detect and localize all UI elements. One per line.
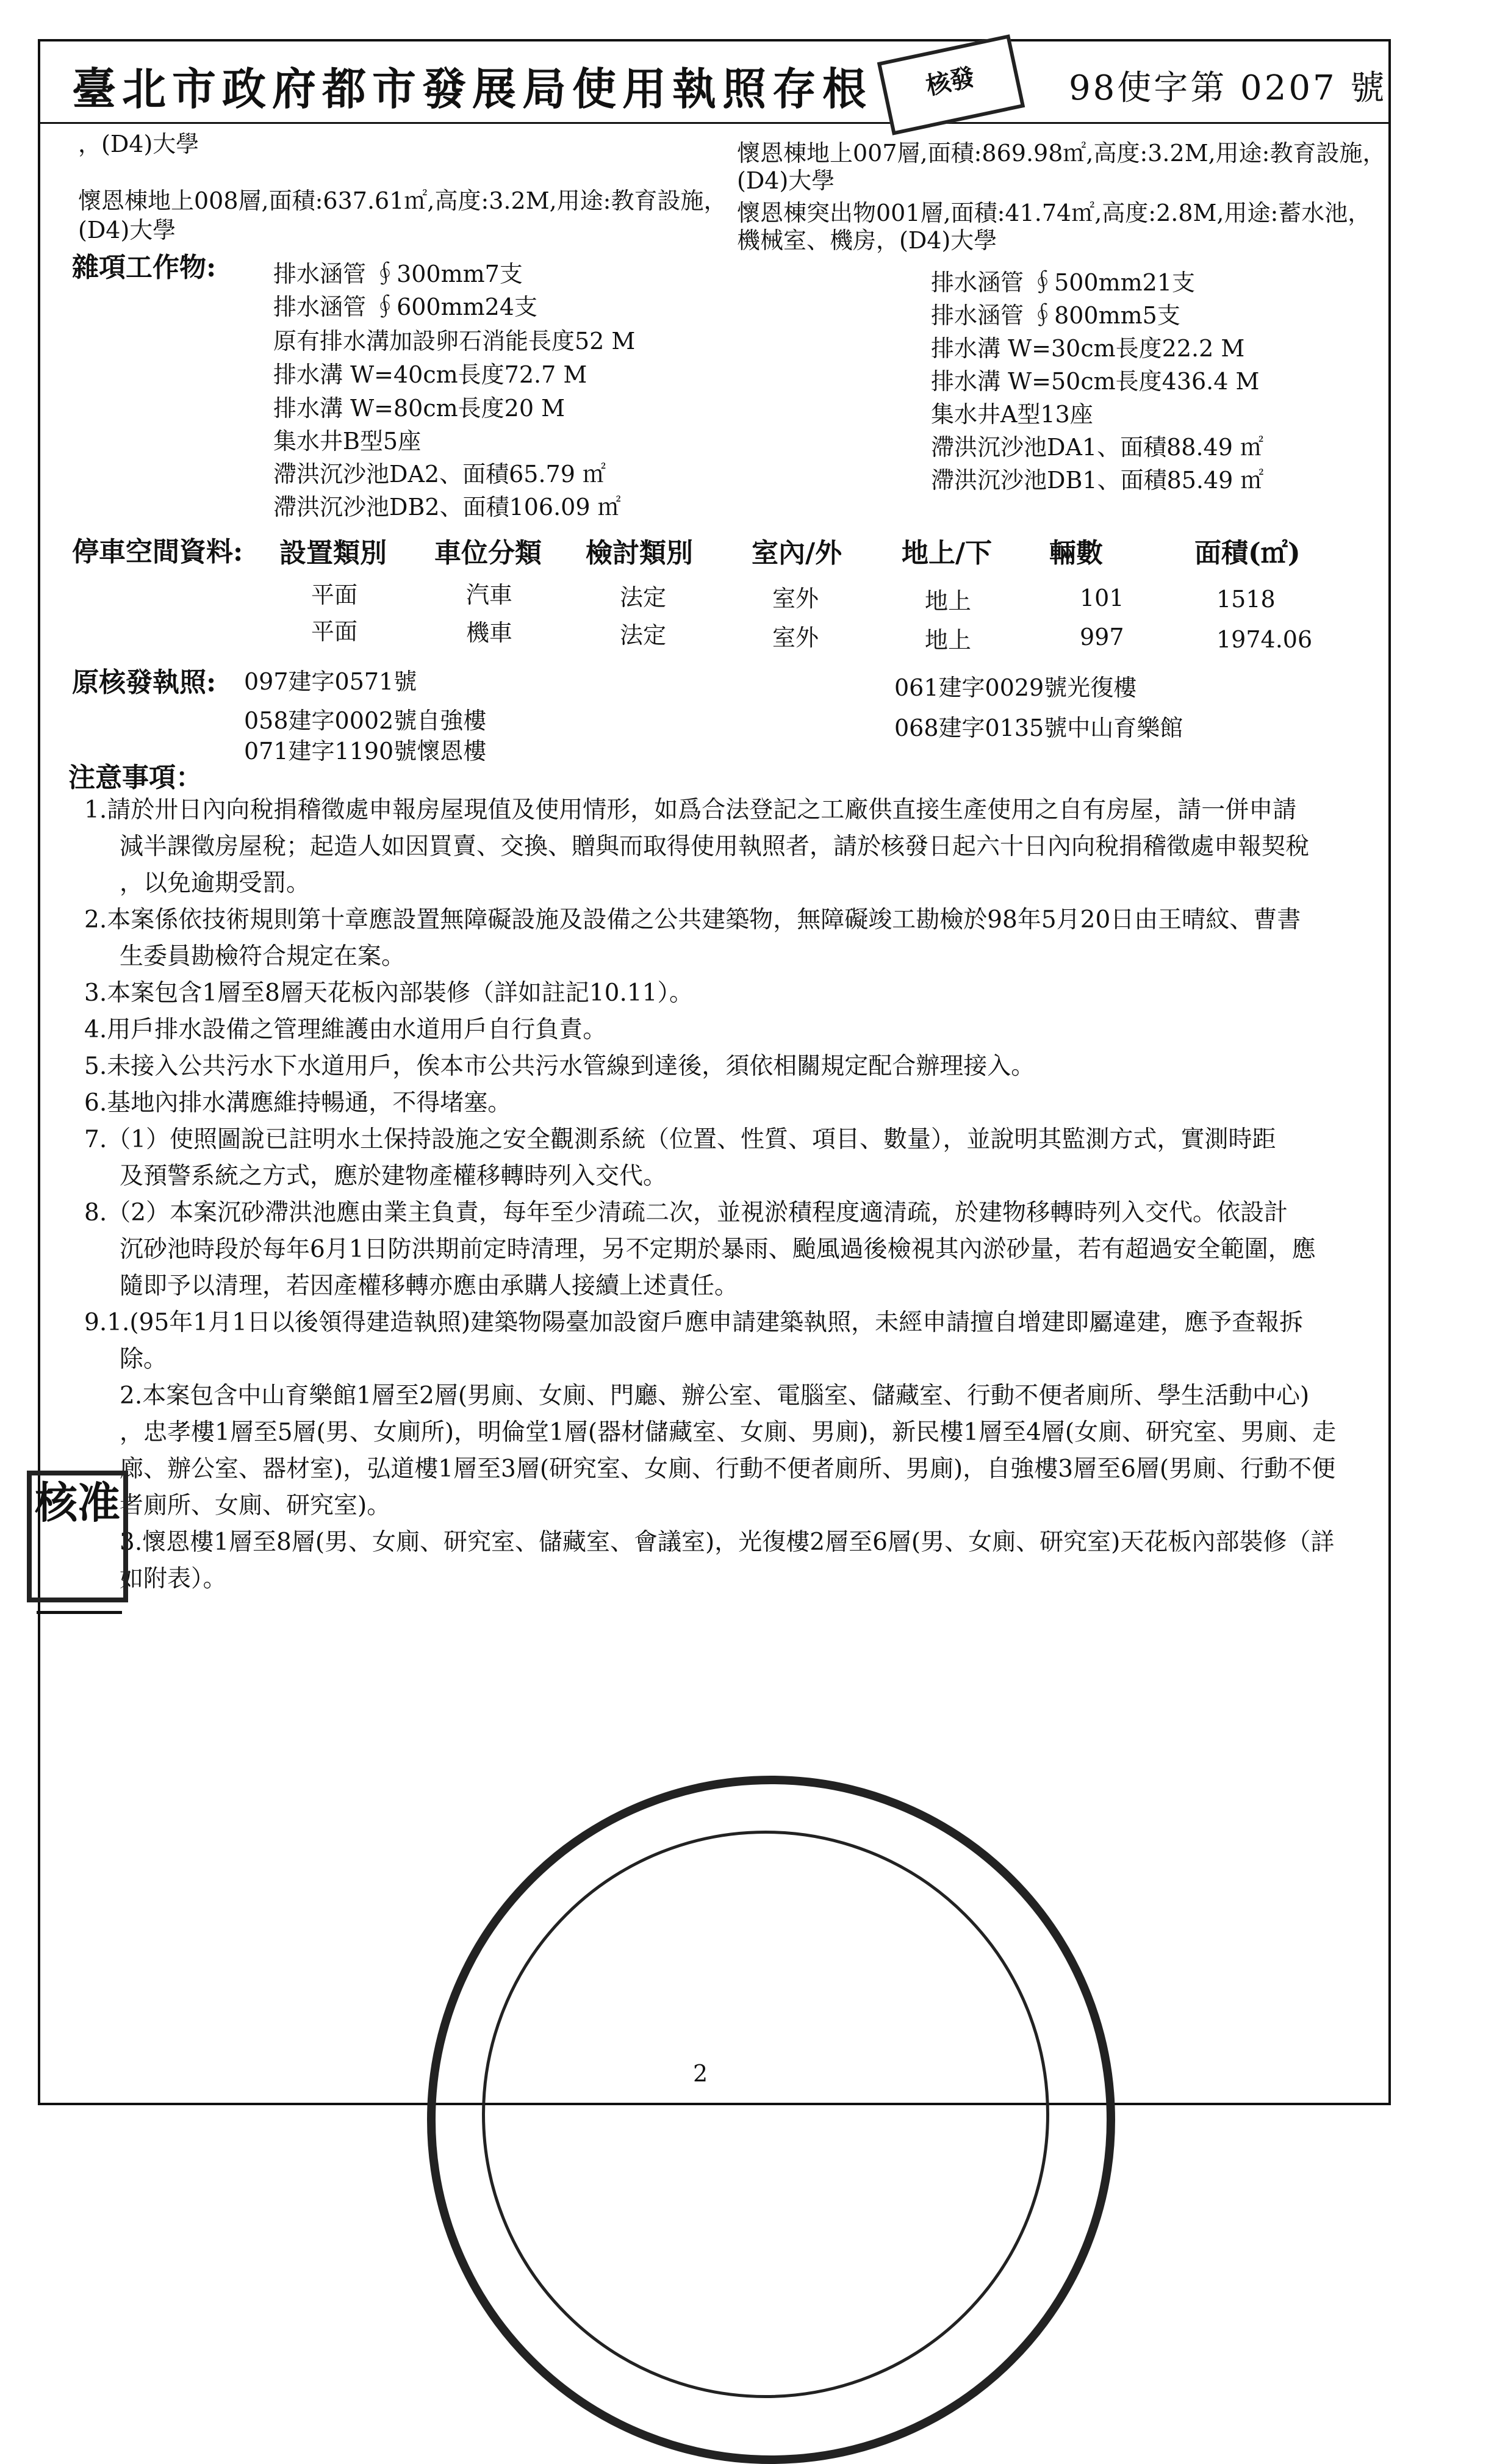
note-line: 4.用戶排水設備之管理維護由水道用戶自行負責。 bbox=[84, 1016, 607, 1043]
note-line: 5.未接入公共污水下水道用戶，俟本市公共污水管線到達後，須依相關規定配合辦理接入。 bbox=[84, 1053, 1035, 1080]
misc-left-item: 排水溝 W=40cm長度72.7 M bbox=[273, 361, 587, 388]
note-line: 3.本案包含1層至8層天花板內部裝修（詳如註記10.11）。 bbox=[84, 979, 693, 1007]
parking-cell: 997 bbox=[1080, 624, 1124, 650]
misc-left-item: 滯洪沉沙池DA2、面積65.79 ㎡ bbox=[273, 461, 606, 488]
page-number: 2 bbox=[693, 2060, 708, 2087]
misc-right-item: 滯洪沉沙池DB1、面積85.49 ㎡ bbox=[931, 467, 1264, 494]
seal-underline bbox=[37, 1611, 122, 1614]
misc-right-item: 滯洪沉沙池DA1、面積88.49 ㎡ bbox=[931, 434, 1263, 461]
permit-item: 071建字1190號懷恩樓 bbox=[244, 738, 487, 765]
notes-heading: 注意事項： bbox=[68, 762, 203, 793]
note-line: 如附表）。 bbox=[120, 1565, 227, 1593]
note-line: 6.基地內排水溝應維持暢通，不得堵塞。 bbox=[84, 1089, 512, 1117]
parking-cell: 室外 bbox=[772, 585, 819, 612]
frame-left-border bbox=[38, 39, 40, 2105]
note-line: ，以免逾期受罰。 bbox=[120, 870, 311, 897]
circular-stamp-inner-ring bbox=[482, 1831, 1049, 2398]
building-left-continuation: ，(D4)大學 bbox=[78, 131, 199, 157]
note-line: 隨即予以清理，若因產權移轉亦應由承購人接續上述責任。 bbox=[120, 1272, 739, 1300]
building-right-line4: 機械室、機房，(D4)大學 bbox=[737, 227, 997, 254]
parking-cell: 1974.06 bbox=[1216, 626, 1313, 653]
note-line: 減半課徵房屋稅；起造人如因買賣、交換、贈與而取得使用執照者，請於核發日起六十日內向稅捐稽徵處申報契稅 bbox=[120, 833, 1310, 860]
parking-cell: 平面 bbox=[311, 618, 358, 645]
note-line: 者廁所、女廁、研究室)。 bbox=[120, 1492, 391, 1519]
misc-left-item: 排水涵管 ∮300mm7支 bbox=[273, 261, 523, 287]
building-right-line1: 懷恩棟地上007層,面積:869.98㎡,高度:3.2M,用途:教育設施， bbox=[737, 140, 1386, 167]
misc-right-item: 集水井A型13座 bbox=[931, 401, 1093, 428]
frame-right-border bbox=[1388, 39, 1391, 2105]
parking-cell: 機車 bbox=[466, 619, 513, 646]
misc-left-item: 滯洪沉沙池DB2、面積106.09 ㎡ bbox=[273, 494, 621, 521]
parking-cell: 室外 bbox=[772, 624, 819, 651]
note-line: 1.請於卅日內向稅捐稽徵處申報房屋現值及使用情形，如爲合法登記之工廠供直接生產使用之自有房屋，請一併申請 bbox=[84, 796, 1297, 824]
note-line: 7.（1）使照圖說已註明水土保持設施之安全觀測系統（位置、性質、項目、數量），並說明其監測方式，實測時距 bbox=[84, 1126, 1276, 1153]
misc-left-item: 集水井B型5座 bbox=[273, 428, 422, 455]
misc-left-item: 排水涵管 ∮600mm24支 bbox=[273, 294, 538, 320]
building-left-line2: (D4)大學 bbox=[78, 217, 176, 243]
parking-cell: 汽車 bbox=[466, 582, 513, 608]
parking-col-header: 室內/外 bbox=[752, 538, 842, 569]
permit-item: 058建字0002號自強樓 bbox=[244, 707, 487, 734]
parking-cell: 平面 bbox=[311, 582, 358, 608]
permit-item: 061建字0029號光復樓 bbox=[894, 674, 1137, 701]
note-line: 8.（2）本案沉砂滯洪池應由業主負責，每年至少清疏二次，並視淤積程度適清疏，於建物移轉時列入交代。依設計 bbox=[84, 1199, 1288, 1227]
document-number: 98使字第 0207 號 bbox=[1069, 68, 1387, 108]
note-line: 及預警系統之方式，應於建物產權移轉時列入交代。 bbox=[120, 1162, 667, 1190]
building-left-line1: 懷恩棟地上008層,面積:637.61㎡,高度:3.2M,用途:教育設施， bbox=[78, 187, 727, 214]
note-line: 3.懷恩樓1層至8層(男、女廁、研究室、儲藏室、會議室)，光復樓2層至6層(男、女廁、研究室)天花板內部裝修（詳 bbox=[120, 1529, 1335, 1556]
parking-cell: 1518 bbox=[1216, 586, 1276, 613]
seal-text: 核准 bbox=[35, 1477, 120, 1528]
note-line: 生委員勘檢符合規定在案。 bbox=[120, 943, 406, 970]
note-line: 9.1.(95年1月1日以後領得建造執照)建築物陽臺加設窗戶應申請建築執照，未經申請擅自增建即屬違建，應予查報拆 bbox=[84, 1309, 1304, 1336]
parking-col-header: 車位分類 bbox=[434, 538, 542, 569]
permit-item: 097建字0571號 bbox=[244, 668, 417, 695]
parking-col-header: 輛數 bbox=[1049, 538, 1103, 569]
misc-right-item: 排水涵管 ∮500mm21支 bbox=[931, 269, 1196, 296]
building-right-line3: 懷恩棟突出物001層,面積:41.74㎡,高度:2.8M,用途:蓄水池， bbox=[737, 200, 1371, 226]
corner-approval-stamp bbox=[877, 34, 1025, 135]
permit-item: 068建字0135號中山育樂館 bbox=[894, 715, 1183, 741]
frame-top-border bbox=[38, 39, 1391, 41]
parking-cell: 101 bbox=[1080, 585, 1124, 611]
original-permits-heading: 原核發執照: bbox=[72, 667, 217, 698]
parking-cell: 法定 bbox=[620, 584, 667, 611]
misc-left-item: 原有排水溝加設卵石消能長度52 M bbox=[273, 328, 636, 355]
page-title: 臺北市政府都市發展局使用執照存根 bbox=[72, 63, 873, 115]
note-line: 廊、辦公室、器材室)，弘道樓1層至3層(研究室、女廁、行動不便者廁所、男廁)，自強樓3層至6層(男廁、行動不便 bbox=[120, 1455, 1336, 1483]
parking-col-header: 地上/下 bbox=[902, 538, 993, 569]
misc-right-item: 排水溝 W=30cm長度22.2 M bbox=[931, 335, 1245, 362]
margin-seal-stamp bbox=[27, 1471, 128, 1602]
note-line: 2.本案係依技術規則第十章應設置無障礙設施及設備之公共建築物，無障礙竣工勘檢於98年5月20日由王晴紋、曹書 bbox=[84, 906, 1301, 934]
parking-cell: 地上 bbox=[925, 588, 972, 614]
parking-cell: 地上 bbox=[925, 627, 972, 654]
building-right-line2: (D4)大學 bbox=[737, 167, 835, 194]
note-line: 2.本案包含中山育樂館1層至2層(男廁、女廁、門廳、辦公室、電腦室、儲藏室、行動不便者廁所、學生活動中心) bbox=[120, 1382, 1310, 1410]
notes-body bbox=[84, 792, 1377, 1598]
parking-col-header: 面積(㎡) bbox=[1194, 538, 1301, 569]
parking-heading: 停車空間資料: bbox=[72, 536, 243, 567]
note-line: ，忠孝樓1層至5層(男、女廁所)，明倫堂1層(器材儲藏室、女廁、男廁)，新民樓1層至4層(女廁、研究室、男廁、走 bbox=[120, 1419, 1337, 1446]
misc-right-item: 排水溝 W=50cm長度436.4 M bbox=[931, 368, 1260, 395]
header-separator bbox=[38, 122, 1391, 124]
misc-works-heading: 雜項工作物: bbox=[72, 252, 217, 283]
note-line: 沉砂池時段於每年6月1日防洪期前定時清理，另不定期於暴雨、颱風過後檢視其內淤砂量，若有超過安全範圍，應 bbox=[120, 1236, 1316, 1263]
parking-cell: 法定 bbox=[620, 622, 667, 649]
corner-stamp-text: 核發 bbox=[923, 62, 977, 101]
note-line: 除。 bbox=[120, 1345, 168, 1373]
parking-col-header: 設置類別 bbox=[279, 538, 387, 569]
misc-left-item: 排水溝 W=80cm長度20 M bbox=[273, 395, 565, 422]
parking-col-header: 檢討類別 bbox=[586, 538, 693, 569]
misc-right-item: 排水涵管 ∮800mm5支 bbox=[931, 302, 1180, 329]
